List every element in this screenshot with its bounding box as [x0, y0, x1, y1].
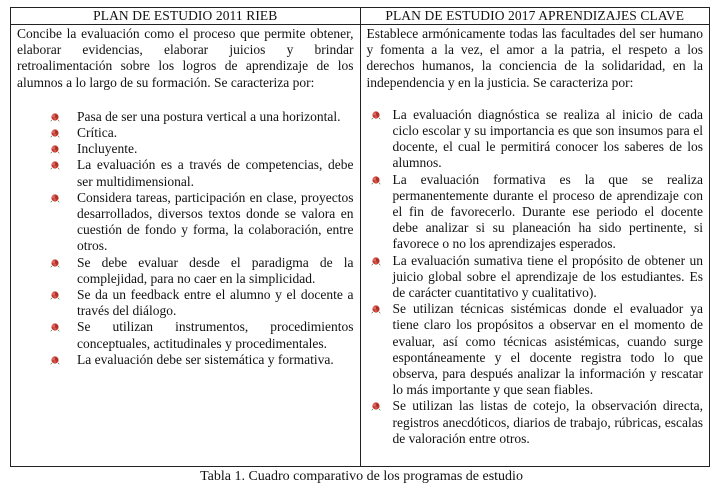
plan-2017-list	[367, 107, 704, 447]
table-header-row	[11, 8, 709, 25]
list-item-text: La evaluación es a través de competencias, debe ser multidimensional.	[77, 157, 354, 189]
list-item-text: La evaluación formativa es la que se realiza permanentemente durante el proceso de aprendizaje con el fin de favorecerlo. Durante ese periodo el docente debe analizar si su planeación ha sido pertinente, si favorece o no los aprendizajes esperados.	[392, 171, 703, 252]
rose-flower-icon	[50, 193, 60, 203]
list-item-text: Incluyente.	[77, 141, 138, 157]
table-body-row	[11, 25, 709, 466]
cell-plan-2011	[11, 25, 360, 466]
plan-2011-intro: Concibe la evaluación como el proceso que permite obtener, elaborar evidencias, elaborar juicios y brindar retroalimentación sobre los logros de aprendizaje de los alumnos a lo largo de su formación. Se caracteriza por:	[17, 26, 354, 90]
rose-flower-icon	[371, 304, 381, 314]
rose-flower-icon	[371, 110, 381, 120]
list-item-text: La evaluación sumativa tiene el propósito de obtener un juicio global sobre el aprendizaje de los estudiantes. Es de carácter cuantitativo y cualitativo).	[392, 252, 703, 301]
rose-flower-icon	[50, 355, 60, 365]
list-item	[393, 301, 704, 398]
list-item	[77, 287, 354, 319]
rose-flower-icon	[371, 175, 381, 185]
list-item	[393, 107, 704, 172]
list-item-text: Considera tareas, participación en clase, proyectos desarrollados, diversos textos donde se valora en cuestión de fondo y forma, la colaboración, entre otros.	[77, 189, 354, 254]
rose-flower-icon	[50, 258, 60, 268]
list-item	[77, 109, 354, 125]
header-plan-2017: PLAN DE ESTUDIO 2017 APRENDIZAJES CLAVE	[360, 8, 710, 24]
plan-2011-list	[17, 109, 354, 368]
rose-flower-icon	[50, 160, 60, 170]
list-item-text: Se utilizan las listas de cotejo, la observación directa, registros anecdóticos, diarios de trabajo, rúbricas, escalas de valoración entre otros.	[392, 398, 703, 446]
list-item-text: Se utilizan técnicas sistémicas donde el evaluador ya tiene claro los propósitos a observar en el momento de evaluar, así como técnicas asistémicas, cuando surge espontáneamente y el docente registra todo lo que observa, para después analizar la información y rescatar lo más importante y que sean fiables.	[392, 301, 703, 398]
comparison-table	[10, 7, 710, 467]
cell-plan-2017	[360, 25, 710, 466]
list-item	[393, 253, 704, 302]
list-item	[77, 141, 354, 157]
rose-flower-icon	[50, 112, 60, 122]
list-item	[77, 255, 354, 287]
table-caption: Tabla 1. Cuadro comparativo de los programas de estudio	[200, 469, 523, 484]
list-item-text: Pasa de ser una postura vertical a una horizontal.	[77, 108, 341, 124]
rose-flower-icon	[50, 290, 60, 300]
rose-flower-icon	[50, 144, 60, 154]
list-item	[393, 172, 704, 253]
rose-flower-icon	[50, 322, 60, 332]
list-item-text: La evaluación diagnóstica se realiza al inicio de cada ciclo escolar y su importancia es que son insumos para el docente, el cual le permitirá conocer los saberes de los alumnos.	[392, 106, 703, 171]
rose-flower-icon	[371, 256, 381, 266]
plan-2017-intro: Establece armónicamente todas las facultades del ser humano y fomenta a la vez, el amor a la patria, el respeto a los derechos humanos, la conciencia de la solidaridad, en la independencia y en la justicia. Se caracteriza por:	[366, 26, 703, 90]
list-item	[77, 125, 354, 141]
list-item	[77, 319, 354, 351]
list-item-text: Se da un feedback entre el alumno y el docente a través del diálogo.	[77, 287, 354, 319]
header-plan-2011: PLAN DE ESTUDIO 2011 RIEB	[93, 8, 278, 23]
list-item	[77, 352, 354, 368]
rose-flower-icon	[50, 128, 60, 138]
list-item-text: Se debe evaluar desde el paradigma de la complejidad, para no caer en la simplicidad.	[77, 254, 354, 286]
list-item	[77, 190, 354, 255]
list-item	[393, 398, 704, 447]
list-item	[77, 157, 354, 189]
list-item-text: La evaluación debe ser sistemática y formativa.	[77, 351, 334, 367]
rose-flower-icon	[371, 401, 381, 411]
list-item-text: Crítica.	[77, 125, 118, 141]
list-item-text: Se utilizan instrumentos, procedimientos conceptuales, actitudinales y procedimentales.	[77, 319, 354, 351]
